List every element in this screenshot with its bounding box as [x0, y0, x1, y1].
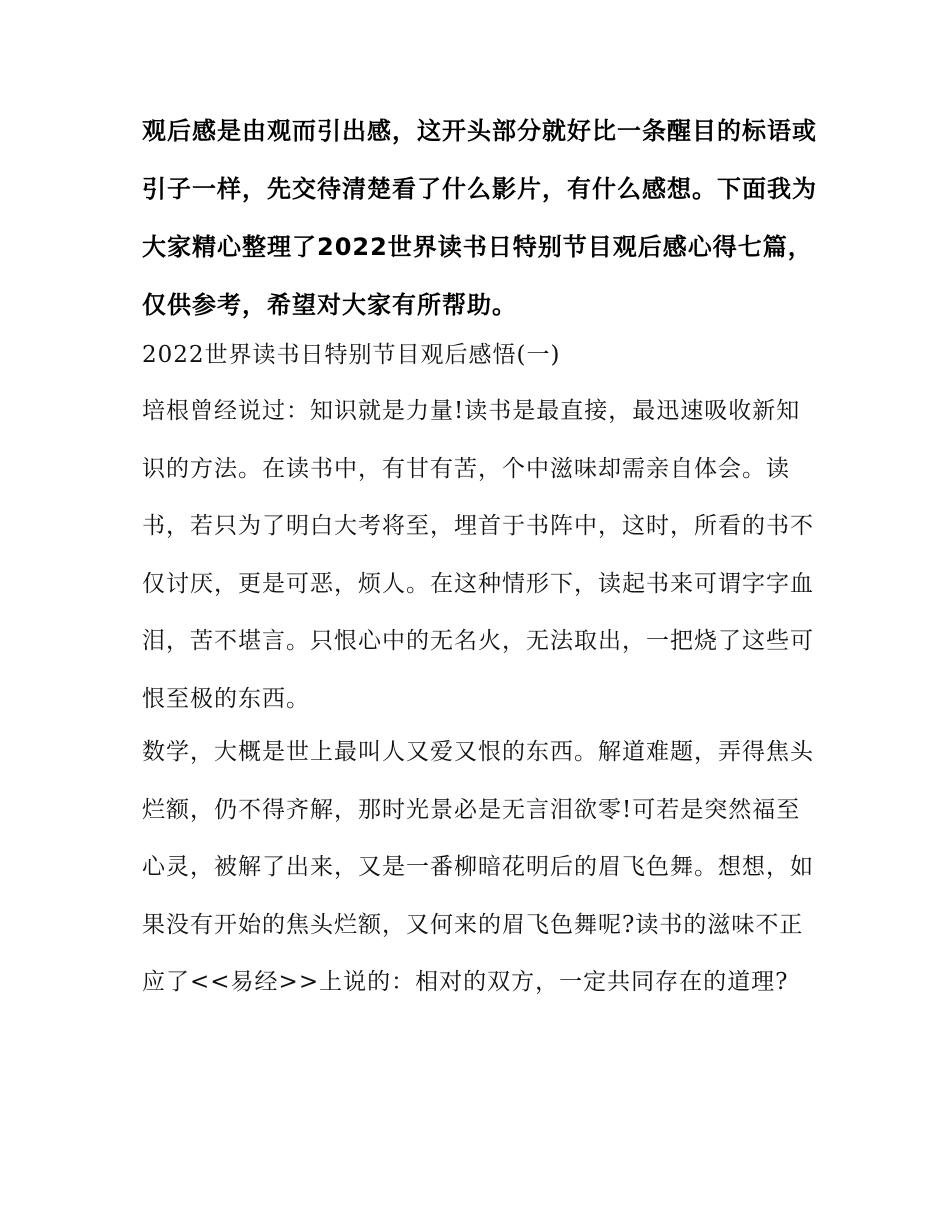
body-paragraph: 数学，大概是世上最叫人又爱又恨的东西。解道难题，弄得焦头烂额，仍不得齐解，那时光景必是无言泪欲零!可若是突然福至心灵，被解了出来，又是一番柳暗花明后的眉飞色舞。想想，如果没有开始的焦头烂额，又何来的眉飞色舞呢?读书的滋味不正应了<<易经>>上说的：相对的双方，一定共同存在的道理? — [142, 739, 814, 995]
section-heading: 2022世界读书日特别节目观后感悟(一) — [142, 342, 561, 368]
intro-paragraph: 观后感是由观而引出感，这开头部分就好比一条醒目的标语或引子一样，先交待清楚看了什么影片，有什么感想。下面我为大家精心整理了2022世界读书日特别节目观后感心得七篇，仅供参考，希望对大家有所帮助。 — [142, 117, 817, 319]
body-paragraph: 培根曾经说过：知识就是力量!读书是最直接，最迅速吸收新知识的方法。在读书中，有甘有苦，个中滋味却需亲自体会。读书，若只为了明白大考将至，埋首于书阵中，这时，所看的书不仅讨厌，更是可恶，烦人。在这种情形下，读起书来可谓字字血泪，苦不堪言。只恨心中的无名火，无法取出，一把烧了这些可恨至极的东西。 — [142, 398, 814, 712]
